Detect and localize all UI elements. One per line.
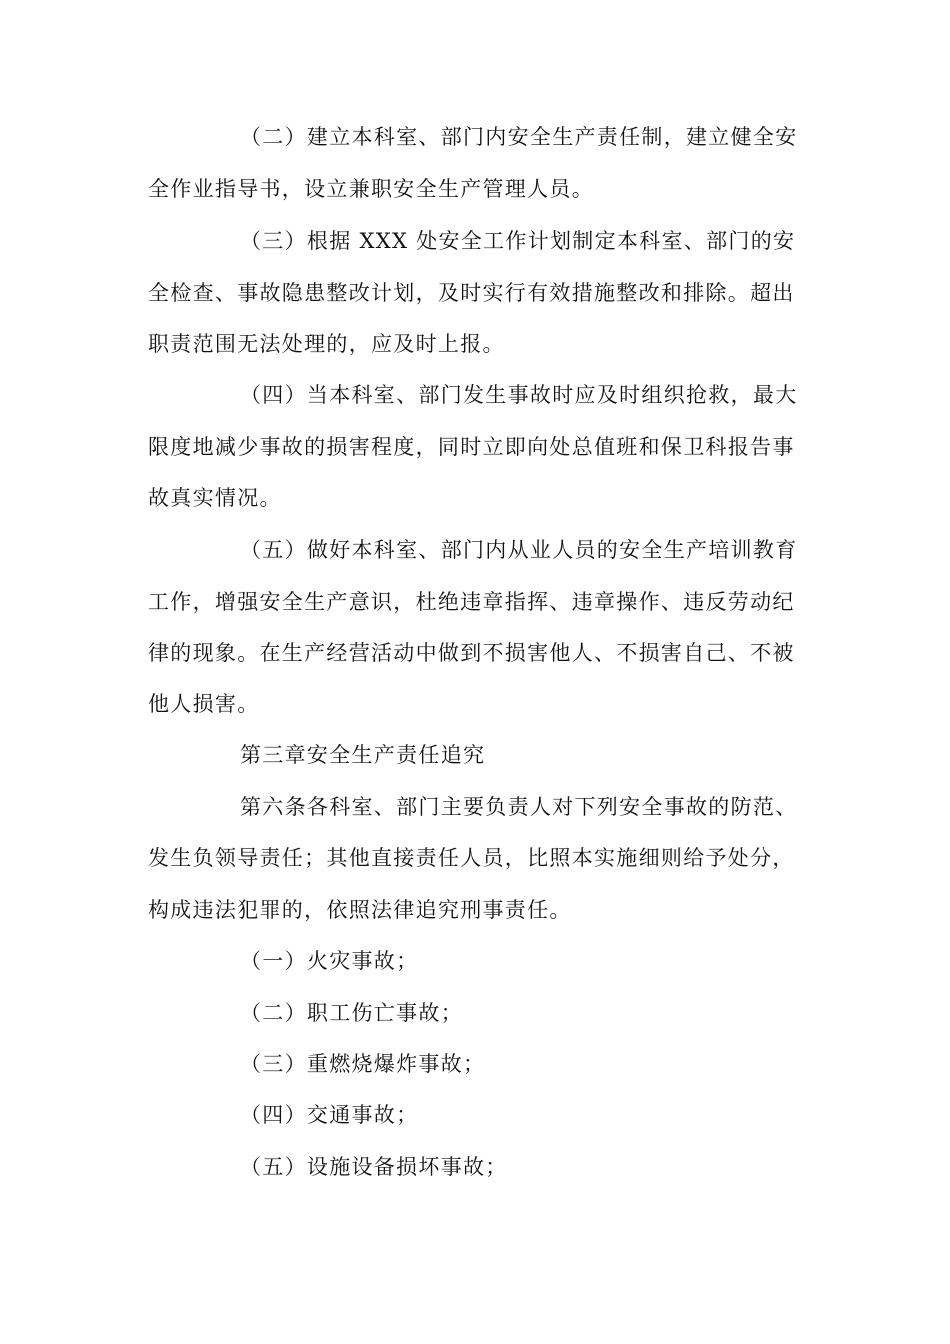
text-line: 限度地减少事故的损害程度，同时立即向处总值班和保卫科报告事 [148,435,795,459]
text-line: （二）建立本科室、部门内安全生产责任制，建立健全安 [240,125,798,149]
text-line: 发生负领导责任；其他直接责任人员，比照本实施细则给予处分， [148,846,795,870]
list-item: （四）交通事故； [240,1103,419,1127]
list-item: （一）火灾事故； [240,949,419,973]
text-line: 全作业指导书，设立兼职安全生产管理人员。 [148,177,594,201]
text-line: 构成违法犯罪的，依照法律追究刑事责任。 [148,898,572,922]
text-line: （四）当本科室、部门发生事故时应及时组织抢救，最大 [240,383,798,407]
text-line: 全检查、事故隐患整改计划，及时实行有效措施整改和排除。超出 [148,281,795,305]
text-line: 职责范围无法处理的，应及时上报。 [148,332,505,356]
text-line: 第六条各科室、部门主要负责人对下列安全事故的防范、 [240,795,798,819]
text-line: （三）根据 XXX 处安全工作计划制定本科室、部门的安 [240,229,796,253]
text-line: 他人损害。 [148,692,260,716]
chapter-heading: 第三章安全生产责任追究 [240,743,486,767]
text-line: 工作，增强安全生产意识，杜绝违章指挥、违章操作、违反劳动纪 [148,590,795,614]
text-line: 故真实情况。 [148,486,282,510]
list-item: （五）设施设备损坏事故； [240,1155,508,1179]
list-item: （二）职工伤亡事故； [240,1001,463,1025]
text-line: （五）做好本科室、部门内从业人员的安全生产培训教育 [240,538,798,562]
text-line: 律的现象。在生产经营活动中做到不损害他人、不损害自己、不被 [148,641,795,665]
list-item: （三）重燃烧爆炸事故； [240,1052,486,1076]
